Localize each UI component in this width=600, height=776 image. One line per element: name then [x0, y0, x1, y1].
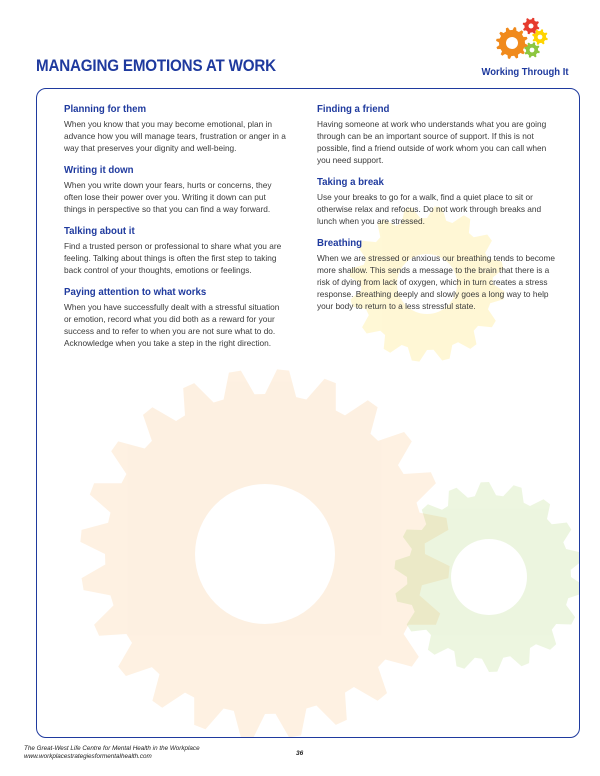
section-finding-friend	[317, 103, 557, 166]
large-orange-gear-icon	[80, 369, 449, 738]
section-heading: Writing it down	[64, 164, 134, 176]
section-body: When we are stressed or anxious our breathing tends to become more shallow. This sends a message to the brain that there is a risk of dying from lack of oxygen, which in turn creates a stress response. Breathing deeply and slowly goes a long way to help your body to return to a less stressful state.	[317, 253, 555, 311]
brand-label: Working Through It	[481, 66, 569, 78]
section-heading: Planning for them	[64, 103, 147, 115]
footer-org-name: The Great-West Life Centre for Mental Health in the Workplace	[24, 745, 200, 752]
section-planning	[64, 103, 286, 154]
gears-logo-icon	[492, 16, 558, 66]
section-heading: Paying attention to what works	[64, 286, 207, 298]
section-heading: Breathing	[317, 237, 363, 249]
section-heading: Talking about it	[64, 225, 135, 237]
section-body: When you write down your fears, hurts or concerns, they often lose their power over you. Writing it down can put things in perspective so that you can find a way forward.	[64, 180, 272, 214]
footer-organization	[24, 745, 200, 761]
section-taking-break	[317, 176, 557, 227]
section-heading: Taking a break	[317, 176, 384, 188]
section-body: Find a trusted person or professional to share what you are feeling. Talking about things is often the first step to taking back control of your thoughts, emotions or feelings.	[64, 241, 282, 275]
page-number: 36	[296, 750, 304, 757]
page-title: MANAGING EMOTIONS AT WORK	[36, 57, 276, 75]
green-gear-icon	[394, 482, 580, 672]
section-body: Having someone at work who understands what you are going through can be an important source of support. If this is not possible, find a friend outside of work whom you can call when you need support.	[317, 119, 547, 165]
section-breathing	[317, 237, 557, 312]
content-panel	[36, 88, 580, 738]
section-body: When you know that you may become emotional, plan in advance how you will manage tears, frustration or anger in a way that preserves your dignity and well-being.	[64, 119, 286, 153]
section-heading: Finding a friend	[317, 103, 390, 115]
brand-logo	[470, 16, 580, 86]
footer-url: www.workplacestrategiesformentalhealth.com	[24, 753, 152, 760]
section-body: Use your breaks to go for a walk, find a quiet place to sit or otherwise relax and refocus. Do not work through breaks and lunch when you are stressed.	[317, 192, 542, 226]
right-column	[317, 103, 557, 322]
section-talking	[64, 225, 286, 276]
section-body: When you have successfully dealt with a stressful situation or emotion, record what you did both as a reward for your success and to refer to when you are not sure what to do. Acknowledge when you take a step in the right direction.	[64, 302, 280, 348]
section-writing	[64, 164, 286, 215]
section-paying-attention	[64, 286, 286, 349]
left-column	[64, 103, 286, 359]
